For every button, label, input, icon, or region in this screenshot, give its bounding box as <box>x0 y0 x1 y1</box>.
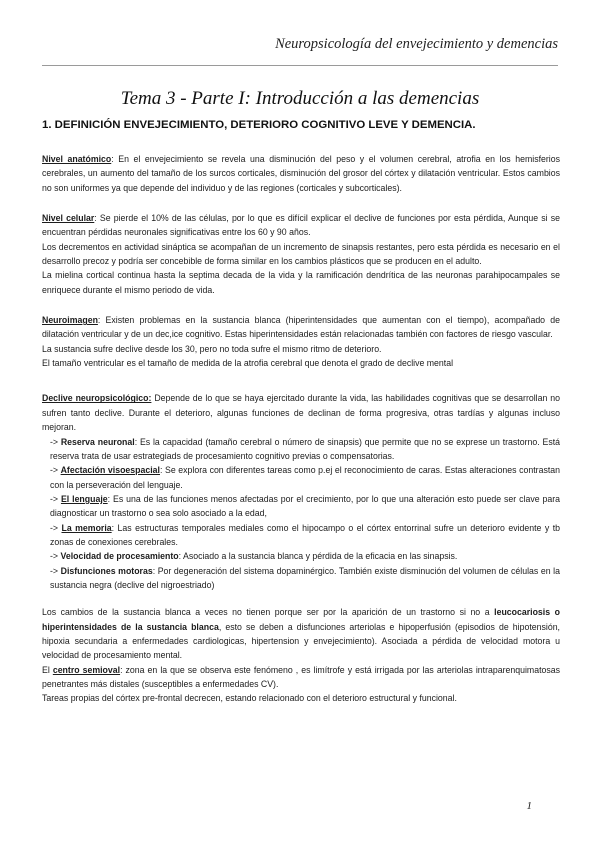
arrow-prefix: -> <box>50 551 61 562</box>
paragraph-text: Los cambios de la sustancia blanca a veces no tienen porque ser por la aparición de un trastorno si no a <box>42 607 495 618</box>
paragraph-tamano-ventricular: El tamaño ventricular es el tamaño de medida de la atrofia cerebral que denota el grado de declive mental <box>42 358 454 369</box>
section-heading: 1. DEFINICIÓN ENVEJECIMIENTO, DETERIORO COGNITIVO LEVE Y DEMENCIA. <box>42 119 476 131</box>
document-body <box>42 152 560 706</box>
document-title: Tema 3 - Parte I: Introducción a las demencias <box>120 88 480 109</box>
item-text: : Es la capacidad (tamaño cerebral o número de sinapsis) que permite que no se exprese un trastorno. Está reserva trata de usar estrategiads de procesamiento cognitivo previas o compensatorias. <box>50 436 560 461</box>
list-item-afectacion-visoespacial <box>42 463 560 492</box>
term-disfunciones-motoras: Disfunciones motoras <box>60 565 153 576</box>
list-item-velocidad-procesamiento <box>42 549 560 563</box>
term-memoria: La memoria <box>61 522 112 533</box>
paragraph-sustancia-blanca <box>42 605 560 662</box>
paragraph-text: El <box>42 664 53 675</box>
arrow-prefix: -> <box>50 465 61 476</box>
term-neuroimagen: Neuroimagen <box>42 315 98 326</box>
paragraph-prefrontal: Tareas propias del córtex pre-frontal decrecen, estando relacionado con el deterioro estructural y funcional. <box>42 693 457 704</box>
header-divider <box>42 65 558 66</box>
term-leucocariosis: leucocariosis o hiperintensidades de la sustancia blanca <box>42 607 560 632</box>
paragraph-nivel-celular <box>42 211 560 240</box>
paragraph-text: : Existen problemas en la sustancia blanca (hiperintensidades que aumentan con el tiempo), acompañado de dilatación ventricular y de un dec,ice cognitivo. Estas hiperintensidades están relacionadas también con factores de riesgo vascular. <box>42 315 560 340</box>
paragraph-neuroimagen <box>42 313 560 342</box>
list-item-reserva-neuronal <box>42 435 560 464</box>
arrow-prefix: -> <box>50 436 61 447</box>
paragraph-mielina: La mielina cortical continua hasta la septima decada de la vida y la ramificación dendrítica de las neuronas parahipocampales se enriquece durante el mismo periodo de vida. <box>42 270 560 295</box>
paragraph-sustancia: La sustancia sufre declive desde los 30, pero no toda sufre el mismo ritmo de deterioro. <box>42 343 382 354</box>
paragraph-declive <box>42 391 560 434</box>
term-nivel-anatomico: Nivel anatómico <box>42 154 112 164</box>
term-velocidad-procesamiento: Velocidad de procesamiento <box>60 551 179 562</box>
paragraph-text: Depende de lo que se haya ejercitado durante la vida, las habilidades cognitivas que se desarrollan no sufren tanto declive. Durante el deterioro, algunas funciones de declinan de forma progresiva, otras tardías y algunas incluso mejoran. <box>42 393 560 433</box>
paragraph-centro-semioval <box>42 663 560 692</box>
item-text: : Asociado a la sustancia blanca y pérdida de la eficacia en las sinapsis. <box>178 551 458 562</box>
page-number: 1 <box>526 800 532 812</box>
item-text: : Por degeneración del sistema dopaminérgico. También existe disminución del volumen de células en la sustancia negra (declive del nigroestriado) <box>50 565 560 590</box>
paragraph-sinapsis: Los decrementos en actividad sináptica se acompañan de un incremento de sinapsis restantes, pero esta pérdida es necesario en el desarrollo precoz y podría ser concebible de forma similar en los cambios plásticos que se producen en el adulto. <box>42 241 560 267</box>
paragraph-text: : zona en la que se observa este fenómeno , es limítrofe y está irrigada por las arteriolas intraparenquimatosas penetrantes más distales (susceptibles a enfermedades CV). <box>42 664 560 689</box>
running-header: Neuropsicología del envejecimiento y demencias <box>275 36 558 52</box>
arrow-prefix: -> <box>50 522 62 533</box>
list-item-disfunciones-motoras <box>42 564 560 593</box>
paragraph-text: , esto se deben a disfunciones arteriolas e hipoperfusión (episodios de hipotensión, hipoxia secundaria a enfermedades cardiologicas, hipertension y envejecimiento). Asociada a pérdida de velocidad motora u velocidad de procesamiento mental. <box>42 621 560 661</box>
arrow-prefix: -> <box>50 565 61 576</box>
item-text: : Es una de las funciones menos afectadas por el crecimiento, por lo que una alteración esto puede ser clave para diagnosticar un trastorno o sea solo asociado a la edad, <box>50 493 560 519</box>
item-text: : Las estructuras temporales mediales como el hipocampo o el córtex entorrinal sufre un deterioro evidente y tb zonas de conexiones cerebrales. <box>50 522 560 547</box>
term-nivel-celular: Nivel celular <box>42 213 95 224</box>
term-centro-semioval: centro semioval <box>52 664 121 675</box>
item-text: : Se explora con diferentes tareas como p.ej el reconocimiento de caras. Estas alteraciones contrastan con la perseveración del lenguaje. <box>50 465 560 490</box>
arrow-prefix: -> <box>50 493 61 504</box>
list-item-memoria <box>42 521 560 550</box>
list-item-lenguaje <box>42 492 560 521</box>
term-lenguaje: El lenguaje <box>60 493 108 504</box>
term-declive-neuropsicologico: Declive neuropsicológico: <box>42 393 152 404</box>
paragraph-text: : En el envejecimiento se revela una disminución del peso y el volumen cerebral, atrofia en los hemisferios cerebrales, un aumento del tamaño de los surcos corticales, disminución del grosor del córtex y dilatación ventricular. Estos cambios no son uniformes ya que depende del individuo y de las regiones (corticales y subcorticales). <box>42 154 560 193</box>
paragraph-text: : Se pierde el 10% de las células, por lo que es difícil explicar el declive de funciones por esta pérdida, Aunque si se encuentran pérdidas neuronales significativas entre los 60 y 90 años. <box>42 213 561 238</box>
term-afectacion-visoespacial: Afectación visoespacial <box>60 465 160 476</box>
term-reserva-neuronal: Reserva neuronal <box>60 436 135 447</box>
paragraph-nivel-anatomico <box>42 152 560 195</box>
